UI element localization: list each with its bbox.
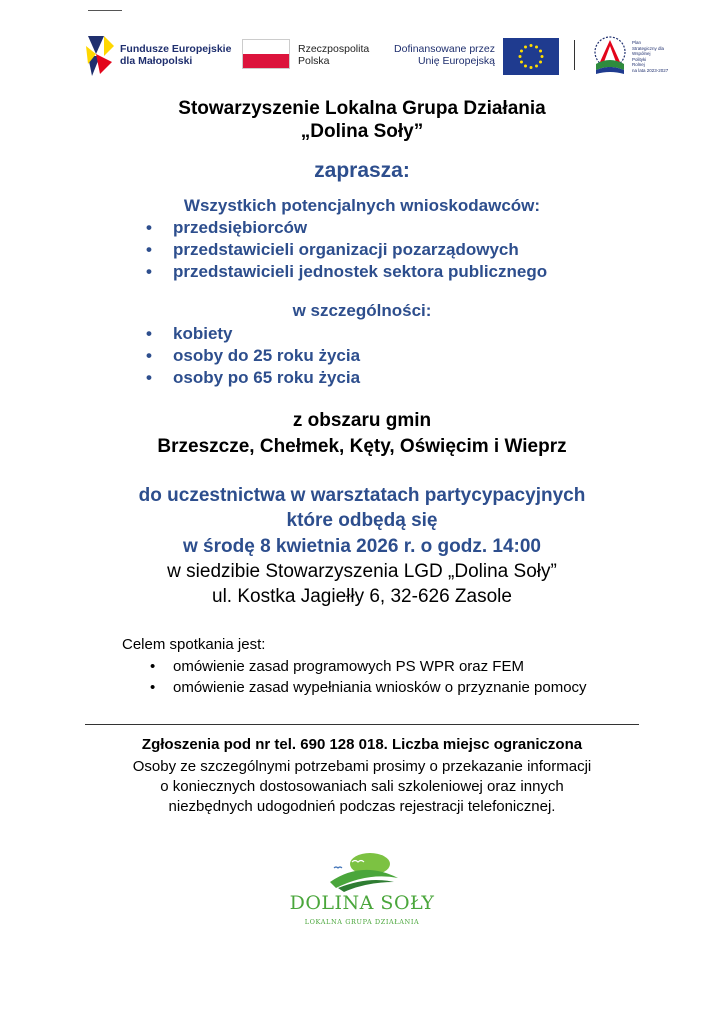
ks-line2: Strategiczny dla xyxy=(632,45,665,51)
rzeczpospolita-polska-logo xyxy=(242,39,382,71)
plan-strategiczny-wpr-logo xyxy=(590,34,676,78)
event-venue-address: ul. Kostka Jagiełły 6, 32-626 Zasole xyxy=(212,586,512,607)
ks-line4: Polityki xyxy=(632,56,647,62)
particular-intro: w szczególności: xyxy=(292,301,432,320)
eu-star-icon xyxy=(539,50,542,53)
eu-line1: Dofinansowane przez xyxy=(394,43,495,55)
audience-intro: Wszystkich potencjalnych wnioskodawców: xyxy=(183,196,541,215)
event-venue-line1: w siedzibie Stowarzyszenia LGD „Dolina Soły” xyxy=(167,561,557,582)
eu-star-icon xyxy=(530,44,533,47)
special-needs-note xyxy=(0,757,724,817)
eu-star-icon xyxy=(524,45,527,48)
dolina-soly-logo xyxy=(282,848,442,930)
list-item: • przedstawicieli organizacji pozarządowych xyxy=(144,239,547,261)
special-needs-line3: niezbędnych udogodnień podczas rejestracji telefonicznej. xyxy=(168,798,556,815)
ks-line6: na lata 2023-2027 xyxy=(632,67,669,73)
eu-star-icon xyxy=(530,66,533,69)
funding-logos-bar xyxy=(86,30,676,82)
list-item: • przedsiębiorców xyxy=(144,217,547,239)
eu-star-icon xyxy=(520,50,523,53)
eu-star-icon xyxy=(520,61,523,64)
area-intro: z obszaru gmin xyxy=(292,410,432,431)
particular-audience-list xyxy=(144,323,360,389)
rp-line2: Polska xyxy=(298,55,330,67)
brand-name: DOLINA SOŁY xyxy=(289,892,435,914)
eu-star-icon xyxy=(524,65,527,68)
event-line2: które odbędą się xyxy=(286,510,438,531)
fundusze-europejskie-logo xyxy=(86,32,236,78)
list-item: • przedstawicieli jednostek sektora publicznego xyxy=(144,261,547,283)
purpose-list xyxy=(148,656,587,698)
fundusze-line2: dla Małopolski xyxy=(120,55,193,67)
invites-heading: zaprasza: xyxy=(314,159,410,182)
eu-star-icon xyxy=(519,55,522,58)
ps-wpr-emblem-icon xyxy=(590,34,630,78)
ks-line1: Plan xyxy=(632,40,642,45)
eu-star-icon xyxy=(541,55,544,58)
fundusze-line1: Fundusze Europejskie xyxy=(120,43,232,55)
purpose-intro: Celem spotkania jest: xyxy=(122,636,266,653)
dolina-soly-emblem-icon xyxy=(282,848,442,892)
eu-cofinanced-logo xyxy=(391,38,561,74)
logo-separator xyxy=(574,40,575,70)
list-item: • omówienie zasad wypełniania wniosków o przyznanie pomocy xyxy=(148,677,587,698)
registration-info: Zgłoszenia pod nr tel. 690 128 018. Liczba miejsc ograniczona xyxy=(141,736,583,753)
eu-line2: Unię Europejską xyxy=(417,55,495,67)
divider xyxy=(85,724,639,725)
special-needs-line1: Osoby ze szczególnymi potrzebami prosimy o przekazanie informacji xyxy=(132,758,592,775)
event-line1: do uczestnictwa w warsztatach partycypacyjnych xyxy=(138,485,586,506)
event-date: w środę 8 kwietnia 2026 r. o godz. 14:00 xyxy=(183,536,541,557)
eu-star-icon xyxy=(535,65,538,68)
brand-tagline: LOKALNA GRUPA DZIAŁANIA xyxy=(304,918,420,926)
polish-flag-icon xyxy=(242,39,290,69)
eu-star-icon xyxy=(535,45,538,48)
list-item: • osoby po 65 roku życia xyxy=(144,367,360,389)
fundusze-europejskie-symbol-icon xyxy=(86,32,116,78)
list-item: • osoby do 25 roku życia xyxy=(144,345,360,367)
eu-star-icon xyxy=(539,61,542,64)
rp-line1: Rzeczpospolita xyxy=(298,43,370,55)
area-municipalities: Brzeszcze, Chełmek, Kęty, Oświęcim i Wieprz xyxy=(157,436,567,457)
page-top-line xyxy=(88,10,122,11)
ks-line3: Wspólnej xyxy=(632,51,651,57)
organization-name-line2: „Dolina Soły” xyxy=(300,121,424,142)
list-item: • omówienie zasad programowych PS WPR oraz FEM xyxy=(148,656,587,677)
organization-name-line1: Stowarzyszenie Lokalna Grupa Działania xyxy=(178,98,546,119)
special-needs-line2: o koniecznych dostosowaniach sali szkoleniowej oraz innych xyxy=(160,778,564,795)
eu-flag-icon xyxy=(503,38,559,75)
ks-line5: Rolnej xyxy=(632,62,645,68)
audience-list xyxy=(144,217,547,283)
list-item: • kobiety xyxy=(144,323,360,345)
